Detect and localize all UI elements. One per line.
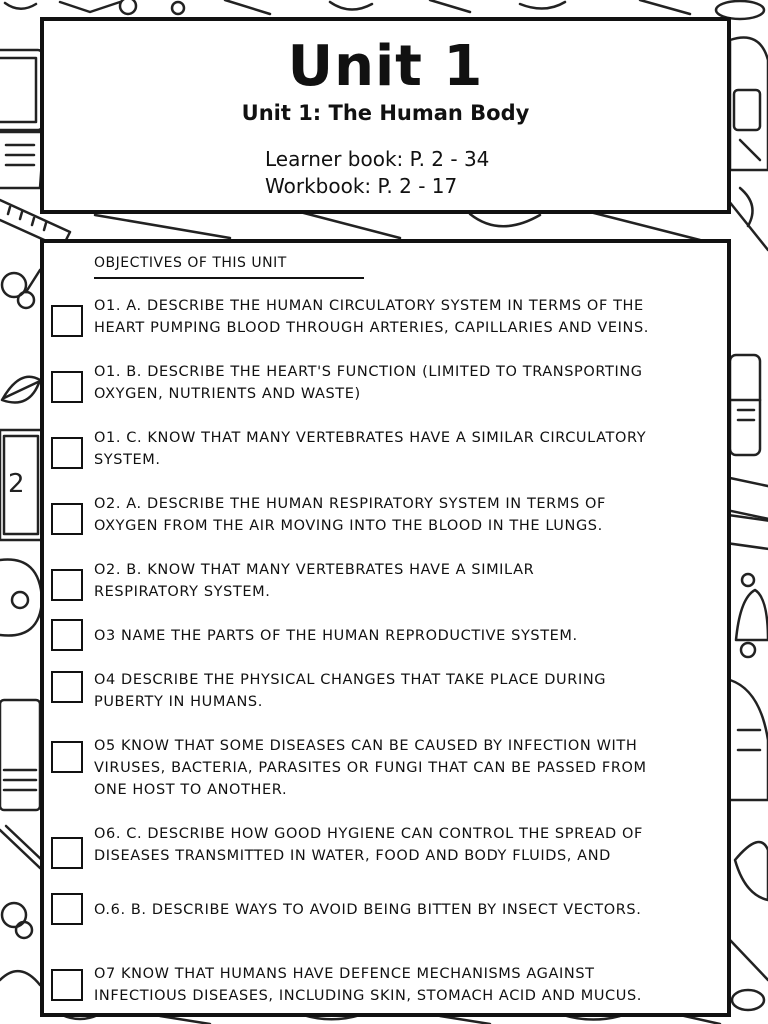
flask-icon: [730, 355, 760, 455]
objective-text: [94, 823, 734, 867]
objective-checkbox[interactable]: [51, 893, 83, 925]
objective-text: [94, 493, 734, 537]
objective-text: [94, 625, 734, 647]
unit-subtitle: Unit 1: The Human Body: [241, 101, 530, 125]
objective-checkbox[interactable]: [51, 371, 83, 403]
objective-text: [94, 899, 734, 921]
objective-line: DISEASES TRANSMITTED IN WATER, FOOD AND BODY FLUIDS, AND: [94, 848, 611, 864]
objective-checkbox[interactable]: [51, 569, 83, 601]
objective-line: O2. A. DESCRIBE THE HUMAN RESPIRATORY SYSTEM IN TERMS OF: [94, 496, 606, 512]
bell-icon: [736, 574, 768, 657]
objective-text: [94, 559, 734, 603]
objective-line: SYSTEM.: [94, 452, 161, 468]
objective-checkbox[interactable]: [51, 503, 83, 535]
objective-line: O.6. B. DESCRIBE WAYS TO AVOID BEING BITTEN BY INSECT VECTORS.: [94, 902, 642, 918]
objective-line: O4 DESCRIBE THE PHYSICAL CHANGES THAT TAKE PLACE DURING: [94, 672, 607, 688]
svg-text:2: 2: [8, 469, 25, 499]
palette-icon: [0, 560, 42, 636]
objective-line: HEART PUMPING BLOOD THROUGH ARTERIES, CAPILLARIES AND VEINS.: [94, 320, 650, 336]
objective-checkbox[interactable]: [51, 305, 83, 337]
objective-line: OXYGEN, NUTRIENTS AND WASTE): [94, 386, 361, 402]
objective-line: O2. B. KNOW THAT MANY VERTEBRATES HAVE A SIMILAR: [94, 562, 535, 578]
objective-checkbox[interactable]: [51, 741, 83, 773]
objective-text: [94, 669, 734, 713]
objective-checkbox[interactable]: [51, 969, 83, 1001]
objective-line: VIRUSES, BACTERIA, PARASITES OR FUNGI THAT CAN BE PASSED FROM: [94, 760, 647, 776]
workbook-reference: Workbook: P. 2 - 17: [265, 174, 458, 198]
pencil-icon: [0, 700, 44, 985]
objectives-card: [40, 239, 731, 1017]
objective-checkbox[interactable]: [51, 837, 83, 869]
backpack-icon: [730, 38, 768, 171]
objective-line: RESPIRATORY SYSTEM.: [94, 584, 271, 600]
objective-line: PUBERTY IN HUMANS.: [94, 694, 263, 710]
objectives-heading: OBJECTIVES OF THIS UNIT: [94, 255, 364, 279]
objective-line: O1. A. DESCRIBE THE HUMAN CIRCULATORY SYSTEM IN TERMS OF THE: [94, 298, 644, 314]
objective-line: OXYGEN FROM THE AIR MOVING INTO THE BLOOD IN THE LUNGS.: [94, 518, 603, 534]
objective-line: O5 KNOW THAT SOME DISEASES CAN BE CAUSED BY INFECTION WITH: [94, 738, 638, 754]
objective-line: O1. C. KNOW THAT MANY VERTEBRATES HAVE A SIMILAR CIRCULATORY: [94, 430, 647, 446]
objective-text: [94, 361, 734, 405]
objective-checkbox[interactable]: [51, 619, 83, 651]
objective-text: [94, 963, 734, 1007]
objective-checkbox[interactable]: [51, 437, 83, 469]
learner-book-reference: Learner book: P. 2 - 34: [265, 147, 490, 171]
objective-line: ONE HOST TO ANOTHER.: [94, 782, 288, 798]
laptop-icon: [0, 50, 44, 188]
objective-text: [94, 427, 734, 471]
objective-text: [94, 735, 734, 801]
objective-line: O3 NAME THE PARTS OF THE HUMAN REPRODUCTIVE SYSTEM.: [94, 628, 578, 644]
objective-line: O6. C. DESCRIBE HOW GOOD HYGIENE CAN CONTROL THE SPREAD OF: [94, 826, 643, 842]
objective-line: INFECTIOUS DISEASES, INCLUDING SKIN, STOMACH ACID AND MUCUS.: [94, 988, 642, 1004]
chalkboard-icon: [0, 430, 42, 540]
objective-line: O1. B. DESCRIBE THE HEART'S FUNCTION (LIMITED TO TRANSPORTING: [94, 364, 643, 380]
unit-title: Unit 1: [287, 34, 484, 99]
objective-checkbox[interactable]: [51, 671, 83, 703]
objective-line: O7 KNOW THAT HUMANS HAVE DEFENCE MECHANISMS AGAINST: [94, 966, 595, 982]
unit-header-card: [40, 17, 731, 214]
objective-text: [94, 295, 734, 339]
